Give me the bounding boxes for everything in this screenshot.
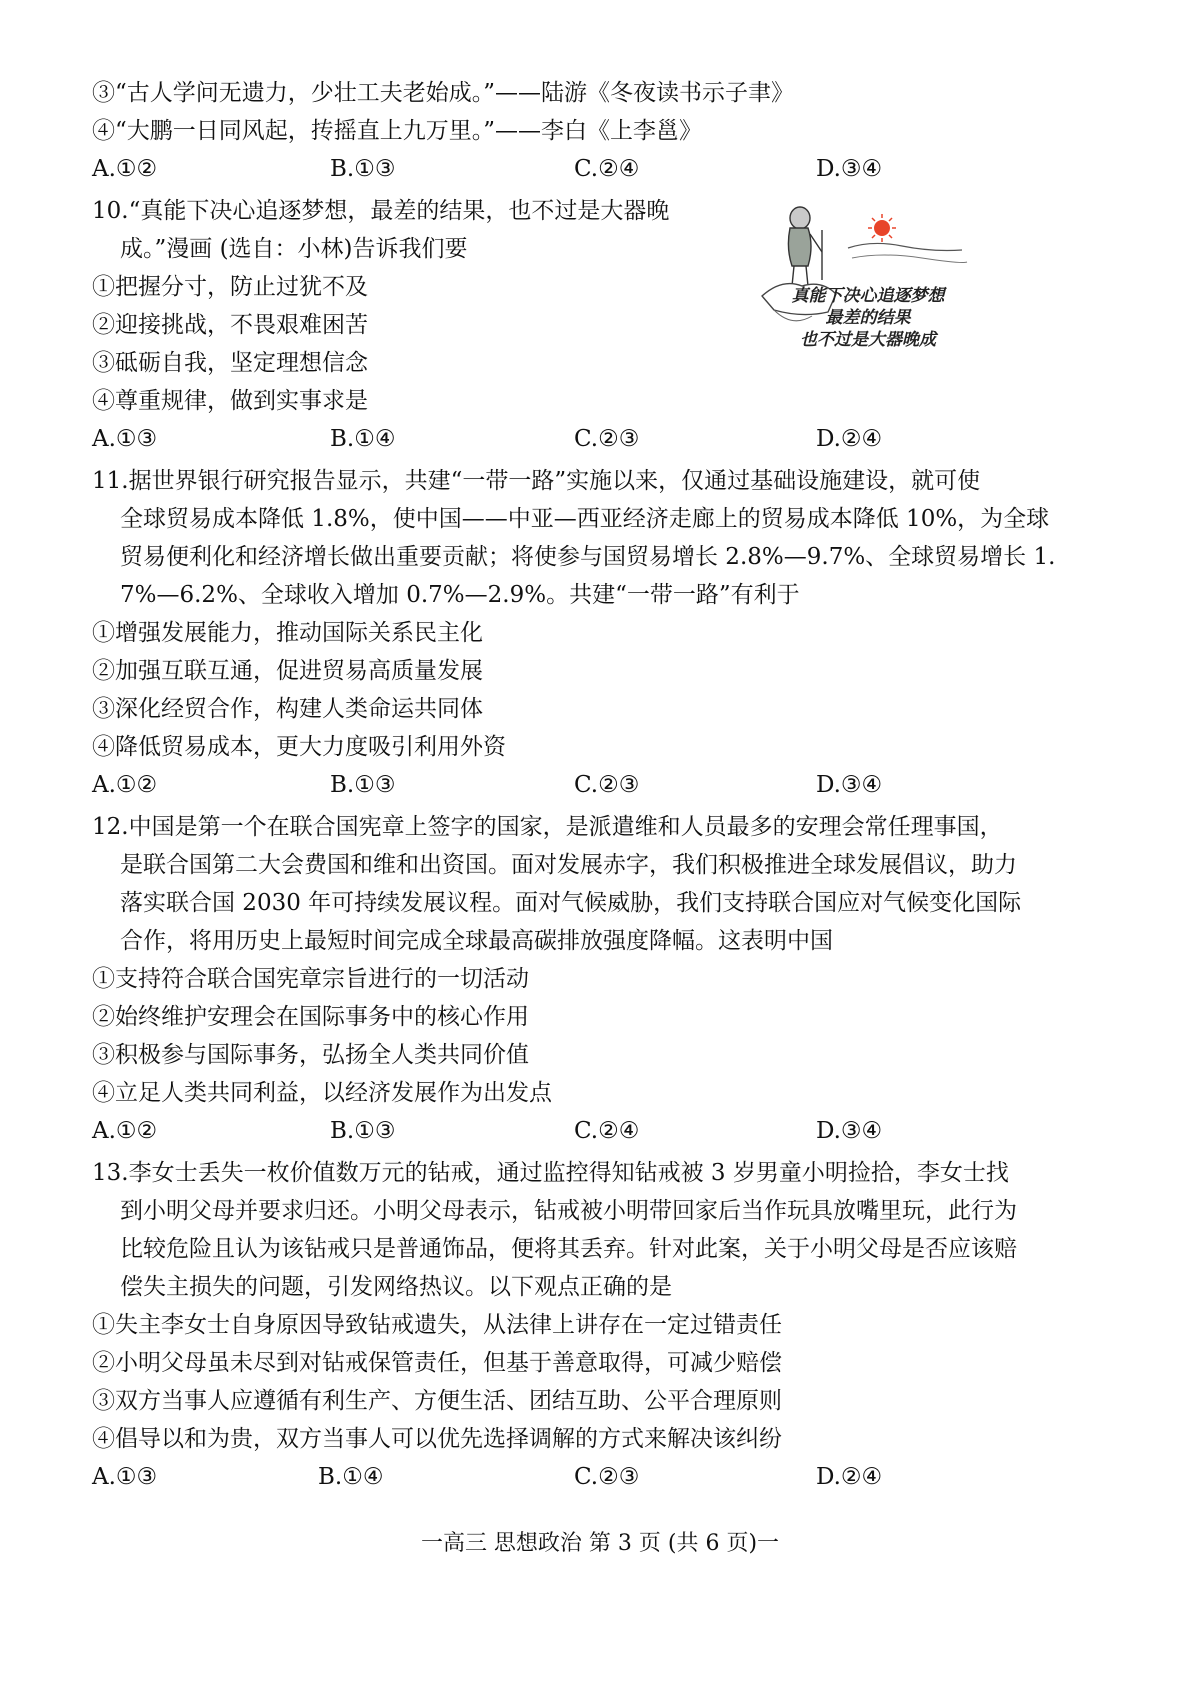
cartoon-caption-line-3: 也不过是大器晚成 xyxy=(800,330,936,350)
q12-option-d: D.③④ xyxy=(816,1118,883,1144)
q12-stem-line-3: 落实联合国 2030 年可持续发展议程。面对气候威胁，我们支持联合国应对气候变化国际 xyxy=(120,890,1022,916)
q10-item-1: ①把握分寸，防止过犹不及 xyxy=(92,274,368,300)
q13-option-b: B.①④ xyxy=(318,1464,384,1490)
q13-option-a: A.①③ xyxy=(92,1464,158,1490)
q12-item-3: ③积极参与国际事务，弘扬全人类共同价值 xyxy=(92,1042,529,1068)
q12-option-b: B.①③ xyxy=(330,1118,396,1144)
q10-item-4: ④尊重规律，做到实事求是 xyxy=(92,388,368,414)
q11-item-4: ④降低贸易成本，更大力度吸引利用外资 xyxy=(92,734,506,760)
q13-item-1: ①失主李女士自身原因导致钻戒遗失，从法律上讲存在一定过错责任 xyxy=(92,1312,782,1338)
q10-option-a: A.①③ xyxy=(92,426,158,452)
q10-option-d: D.②④ xyxy=(816,426,883,452)
cartoon-caption-line-2: 最差的结果 xyxy=(825,308,911,328)
q11-item-1: ①增强发展能力，推动国际关系民主化 xyxy=(92,620,483,646)
q9-item-4: ④“大鹏一日同风起，抟摇直上九万里。”——李白《上李邕》 xyxy=(92,118,703,144)
q12-option-c: C.②④ xyxy=(574,1118,640,1144)
cartoon-caption-line-1: 真能下决心追逐梦想 xyxy=(791,286,945,306)
q9-option-d: D.③④ xyxy=(816,156,883,182)
q11-option-c: C.②③ xyxy=(574,772,640,798)
q13-options xyxy=(92,1462,1112,1492)
q10-item-3: ③砥砺自我，坚定理想信念 xyxy=(92,350,368,376)
q10-options xyxy=(92,424,1112,454)
sun-icon xyxy=(868,214,896,242)
q10-option-c: C.②③ xyxy=(574,426,640,452)
q10-stem-line-2: 成。”漫画 (选自：小林)告诉我们要 xyxy=(120,236,468,262)
q11-option-b: B.①③ xyxy=(330,772,396,798)
q12-option-a: A.①② xyxy=(92,1118,158,1144)
page-footer: 一高三 思想政治 第 3 页 (共 6 页)一 xyxy=(420,1531,780,1556)
q9-item-3: ③“古人学问无遗力，少壮工夫老始成。”——陆游《冬夜读书示子聿》 xyxy=(92,80,795,106)
q12-stem-line-4: 合作，将用历史上最短时间完成全球最高碳排放强度降幅。这表明中国 xyxy=(120,928,833,954)
q9-option-a: A.①② xyxy=(92,156,158,182)
q12-stem-line-2: 是联合国第二大会费国和维和出资国。面对发展赤字，我们积极推进全球发展倡议，助力 xyxy=(120,852,1017,878)
q13-item-4: ④倡导以和为贵，双方当事人可以优先选择调解的方式来解决该纠纷 xyxy=(92,1426,782,1452)
q10-item-2: ②迎接挑战，不畏艰难困苦 xyxy=(92,312,368,338)
q11-stem-line-4: 7%—6.2%、全球收入增加 0.7%—2.9%。共建“一带一路”有利于 xyxy=(120,582,800,608)
q11-option-d: D.③④ xyxy=(816,772,883,798)
q13-item-2: ②小明父母虽未尽到对钻戒保管责任，但基于善意取得，可减少赔偿 xyxy=(92,1350,782,1376)
q11-item-3: ③深化经贸合作，构建人类命运共同体 xyxy=(92,696,483,722)
q9-options xyxy=(92,154,1112,184)
q12-stem-line-1: 12.中国是第一个在联合国宪章上签字的国家，是派遣维和人员最多的安理会常任理事国， xyxy=(92,814,1003,840)
q11-options xyxy=(92,770,1112,800)
q11-stem-line-1: 11.据世界银行研究报告显示，共建“一带一路”实施以来，仅通过基础设施建设，就可使 xyxy=(92,468,981,494)
q13-item-3: ③双方当事人应遵循有利生产、方便生活、团结互助、公平合理原则 xyxy=(92,1388,782,1414)
q12-options xyxy=(92,1116,1112,1146)
q11-stem-line-3: 贸易便利化和经济增长做出重要贡献；将使参与国贸易增长 2.8%—9.7%、全球贸易增长 1. xyxy=(120,544,1056,570)
q13-stem-line-4: 偿失主损失的问题，引发网络热议。以下观点正确的是 xyxy=(120,1274,672,1300)
q11-item-2: ②加强互联互通，促进贸易高质量发展 xyxy=(92,658,483,684)
q13-stem-line-3: 比较危险且认为该钻戒只是普通饰品，便将其丢弃。针对此案，关于小明父母是否应该赔 xyxy=(120,1236,1017,1262)
q13-option-d: D.②④ xyxy=(816,1464,883,1490)
q12-item-2: ②始终维护安理会在国际事务中的核心作用 xyxy=(92,1004,529,1030)
q10-stem-line-1: 10.“真能下决心追逐梦想，最差的结果，也不过是大器晚 xyxy=(92,198,670,224)
q12-item-4: ④立足人类共同利益，以经济发展作为出发点 xyxy=(92,1080,552,1106)
q9-option-c: C.②④ xyxy=(574,156,640,182)
q13-option-c: C.②③ xyxy=(574,1464,640,1490)
old-man-figure xyxy=(788,207,822,286)
q13-stem-line-2: 到小明父母并要求归还。小明父母表示，钻戒被小明带回家后当作玩具放嘴里玩，此行为 xyxy=(120,1198,1017,1224)
q12-item-1: ①支持符合联合国宪章宗旨进行的一切活动 xyxy=(92,966,529,992)
q11-stem-line-2: 全球贸易成本降低 1.8%，使中国——中亚—西亚经济走廊上的贸易成本降低 10%，为全球 xyxy=(120,506,1050,532)
q11-option-a: A.①② xyxy=(92,772,158,798)
q10-option-b: B.①④ xyxy=(330,426,396,452)
q9-option-b: B.①③ xyxy=(330,156,396,182)
q13-stem-line-1: 13.李女士丢失一枚价值数万元的钻戒，通过监控得知钻戒被 3 岁男童小明捡拾，李女士找 xyxy=(92,1160,1009,1186)
